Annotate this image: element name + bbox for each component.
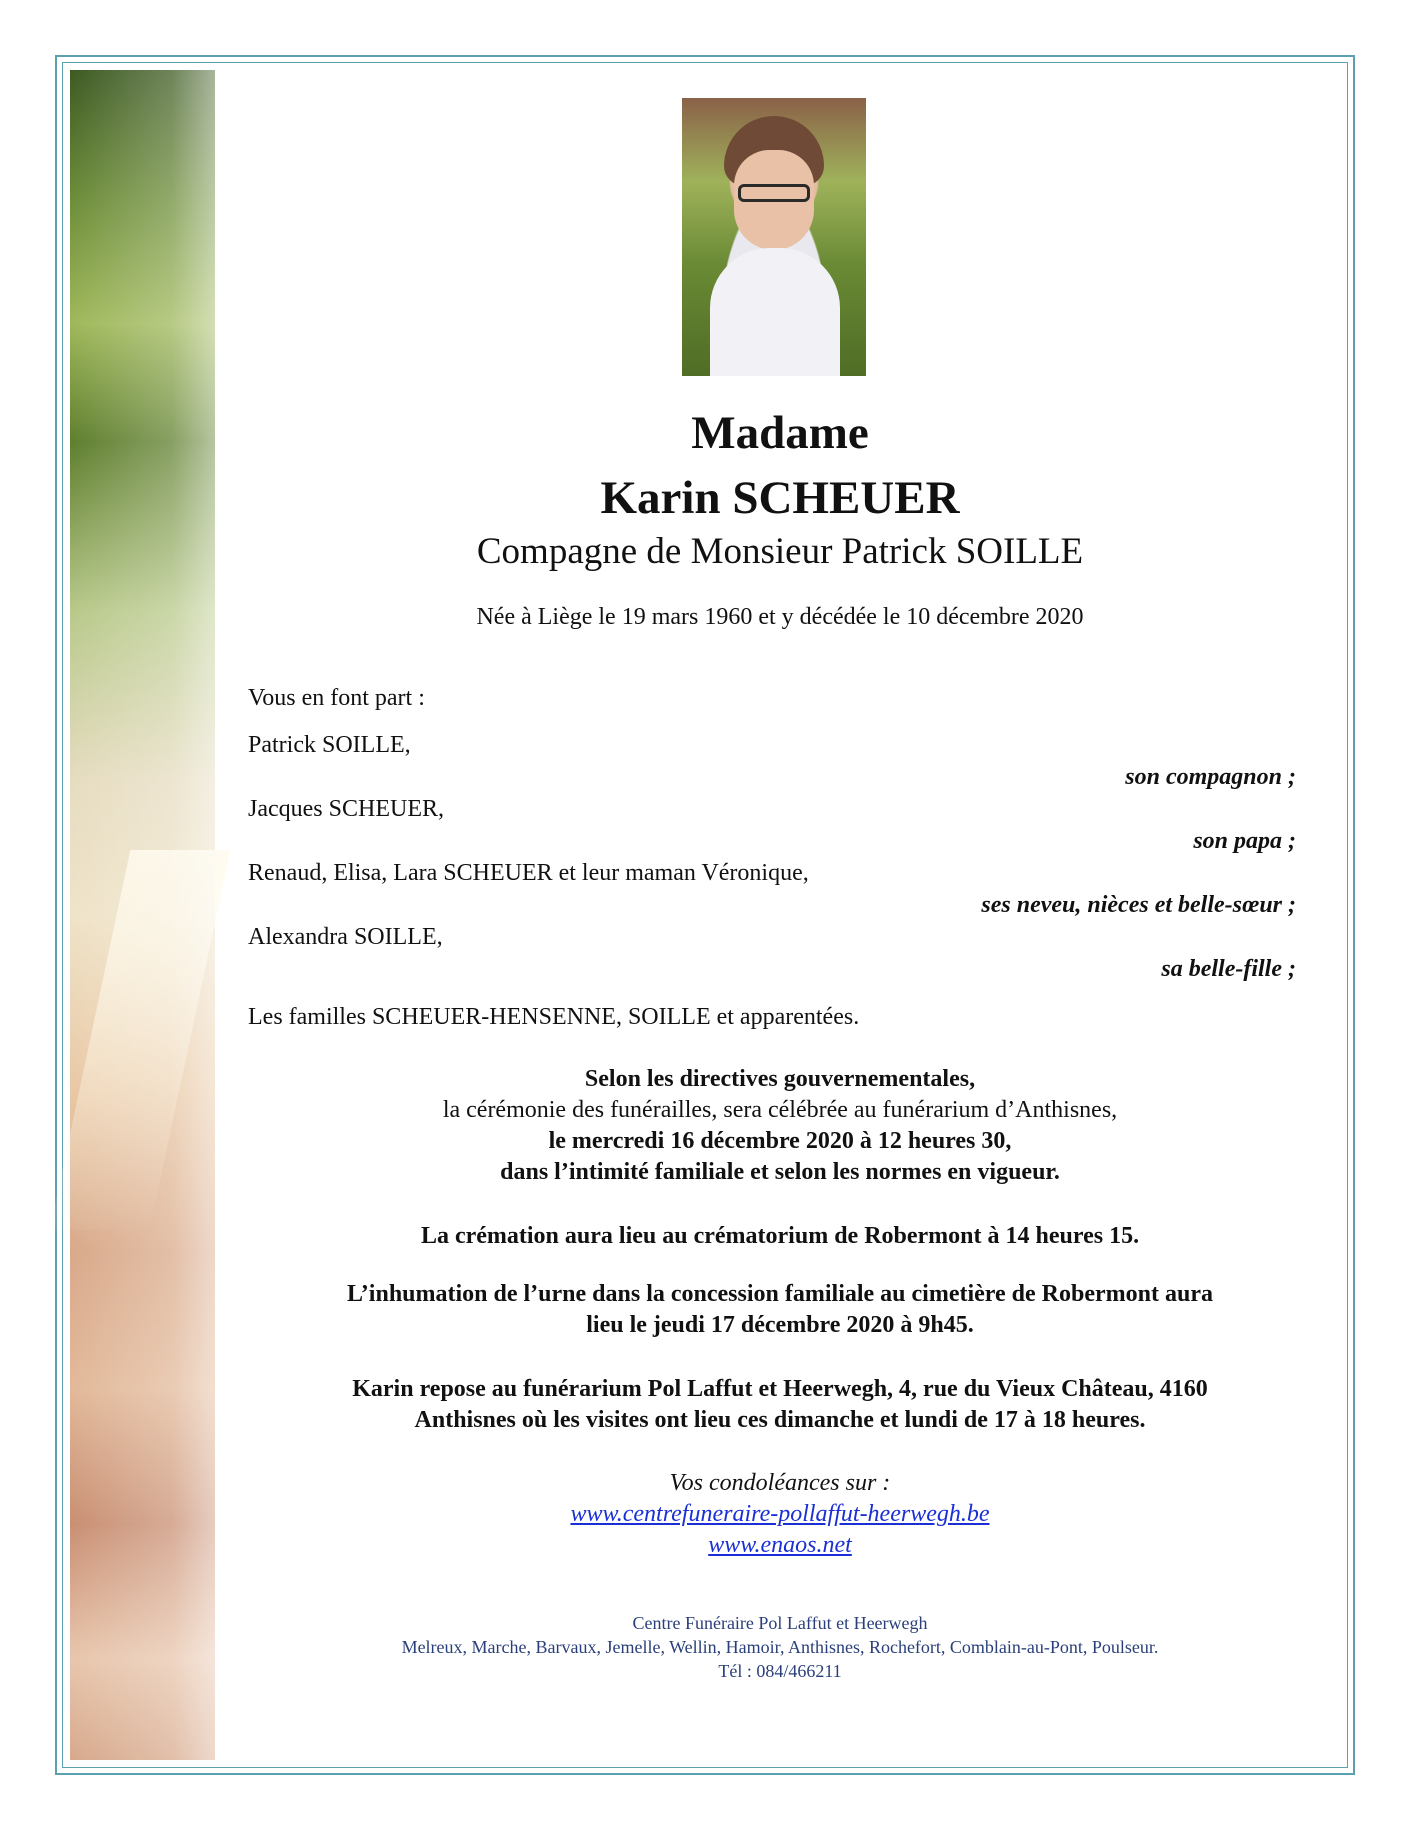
birth-death-dates: Née à Liège le 19 mars 1960 et y décédée le 10 décembre 2020	[476, 604, 1084, 630]
subtitle-companion: Compagne de Monsieur Patrick SOILLE	[476, 531, 1084, 572]
burial-line: L’inhumation de l’urne dans la concession familiale au cimetière de Robermont aura	[347, 1281, 1213, 1307]
title-name: Karin SCHEUER	[600, 472, 960, 524]
announcer-relation: son papa ;	[1193, 828, 1296, 854]
portrait-scarf	[710, 248, 840, 376]
footer-phone: Tél : 084/466211	[718, 1661, 842, 1681]
burial-line: lieu le jeudi 17 décembre 2020 à 9h45.	[586, 1312, 974, 1338]
decorative-forest-path-image	[70, 70, 215, 1760]
announcer-name: Jacques SCHEUER,	[248, 796, 444, 822]
cremation-line: La crémation aura lieu au crématorium de Robermont à 14 heures 15.	[420, 1223, 1140, 1249]
announcer-relation: ses neveu, nièces et belle-sœur ;	[981, 892, 1296, 918]
condolences-link-funeral-center[interactable]: www.centrefuneraire-pollaffut-heerwegh.be	[570, 1501, 990, 1527]
condolences-link-enaos[interactable]: www.enaos.net	[708, 1532, 852, 1558]
footer-company: Centre Funéraire Pol Laffut et Heerwegh	[632, 1613, 928, 1633]
announcer-relation: son compagnon ;	[1125, 764, 1296, 790]
ceremony-line: dans l’intimité familiale et selon les normes en vigueur.	[500, 1159, 1060, 1185]
sun-ray-decoration	[50, 850, 231, 1230]
rest-line: Anthisnes où les visites ont lieu ces dimanche et lundi de 17 à 18 heures.	[414, 1407, 1146, 1433]
condolences-label: Vos condoléances sur :	[669, 1470, 891, 1496]
title-madame: Madame	[691, 407, 869, 459]
portrait-photo	[682, 98, 866, 376]
ceremony-date: le mercredi 16 décembre 2020 à 12 heures 30,	[548, 1128, 1012, 1154]
ceremony-section	[230, 1064, 1330, 1188]
rest-section	[230, 1374, 1330, 1436]
announcer-name: Patrick SOILLE,	[248, 732, 411, 758]
ceremony-line: Selon les directives gouvernementales,	[584, 1066, 976, 1092]
announcer-name: Renaud, Elisa, Lara SCHEUER et leur maman Véronique,	[248, 860, 809, 886]
families-line: Les familles SCHEUER-HENSENNE, SOILLE et apparentées.	[248, 1004, 860, 1030]
burial-section	[230, 1279, 1330, 1341]
footer	[230, 1611, 1330, 1683]
ceremony-line: la cérémonie des funérailles, sera célébrée au funérarium d’Anthisnes,	[442, 1097, 1118, 1123]
announcers-intro: Vous en font part :	[248, 685, 425, 711]
announcer-name: Alexandra SOILLE,	[248, 924, 443, 950]
rest-line: Karin repose au funérarium Pol Laffut et Heerwegh, 4, rue du Vieux Château, 4160	[352, 1376, 1208, 1402]
portrait-glasses	[738, 184, 810, 202]
condolences-section	[230, 1468, 1330, 1561]
announcer-relation: sa belle-fille ;	[1161, 956, 1296, 982]
footer-locations: Melreux, Marche, Barvaux, Jemelle, Wellin, Hamoir, Anthisnes, Rochefort, Comblain-au-Pont, Poulseur.	[401, 1637, 1159, 1657]
